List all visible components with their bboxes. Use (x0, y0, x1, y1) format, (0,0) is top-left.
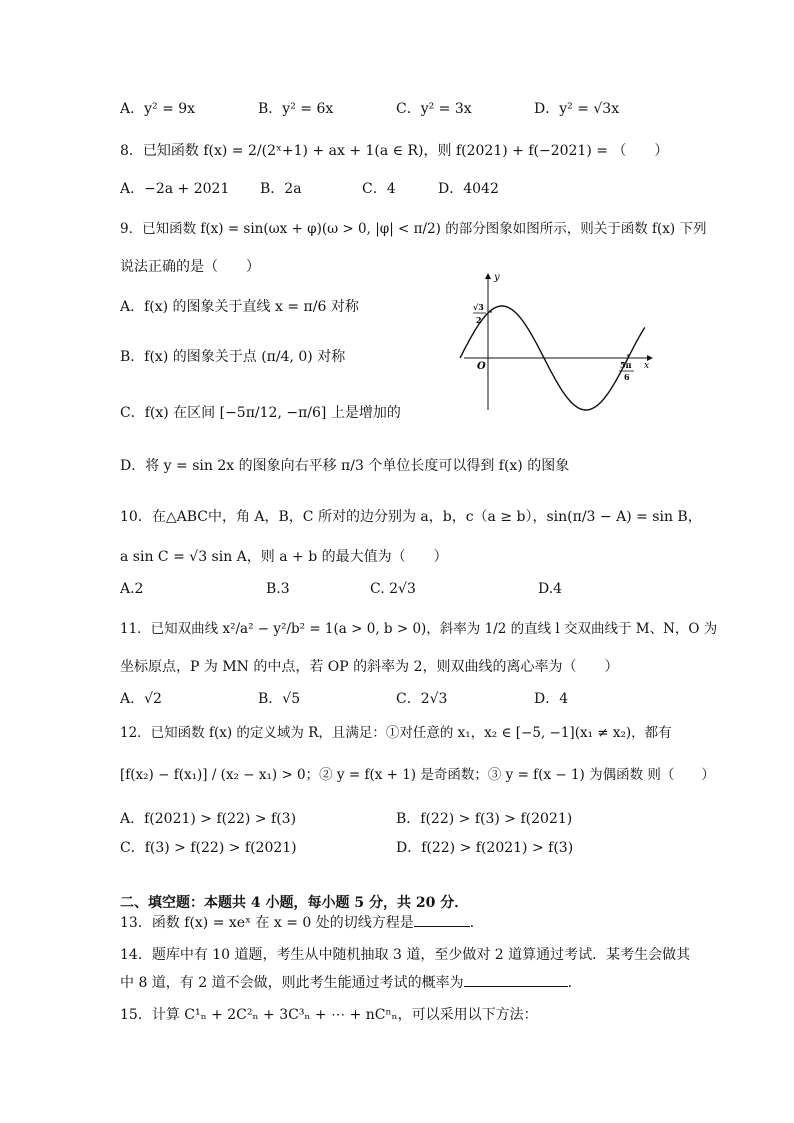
q13-answer-blank[interactable] (414, 912, 470, 927)
q15-stem: 15．计算 C¹ₙ + 2C²ₙ + 3C³ₙ + ⋯ + nCⁿₙ，可以采用以下方法： (120, 1007, 538, 1023)
q9-option-c: C．f(x) 在区间 [−5π/12, −π/6] 上是增加的 (120, 405, 401, 421)
q11-option-c: C．2√3 (396, 691, 448, 707)
q12-stem-line1: 12．已知函数 f(x) 的定义域为 R，且满足：①对任意的 x₁，x₂ ∈ [−5, −1](x₁ ≠ x₂)，都有 (120, 725, 672, 741)
q9-option-b: B．f(x) 的图象关于点 (π/4, 0) 对称 (120, 349, 346, 365)
q8-option-a: A．−2a + 2021 (120, 181, 230, 197)
x-tick-denominator: 6 (624, 372, 630, 382)
q9-option-a: A．f(x) 的图象关于直线 x = π/6 对称 (120, 299, 359, 315)
q11-stem-line1: 11．已知双曲线 x²/a² − y²/b² = 1(a > 0, b > 0)，斜率为 1/2 的直线 l 交双曲线于 M、N，O 为 (120, 621, 718, 637)
q10-option-a: A.2 (120, 581, 144, 597)
q14-answer-blank[interactable] (464, 972, 568, 987)
x-tick-numerator: 5π (620, 360, 632, 370)
q14-stem-line2 (120, 972, 582, 994)
q13-text: 13．函数 f(x) = xeˣ 在 x = 0 处的切线方程是 (120, 915, 414, 931)
q14-text: 中 8 道，有 2 道不会做，则此考生能通过考试的概率为 (120, 975, 464, 991)
section-2-title: 二、填空题：本题共 4 小题，每小题 5 分，共 20 分． (120, 895, 469, 911)
q10-stem-line1: 10．在△ABC中，角 A，B，C 所对的边分别为 a，b，c（a ≥ b），sin(π/3 − A) = sin B， (120, 509, 702, 525)
q12-option-d: D．f(22) > f(2021) > f(3) (396, 840, 574, 856)
q10-stem-line2: a sin C = √3 sin A，则 a + b 的最大值为（ ） (120, 549, 448, 565)
q9-option-d: D．将 y = sin 2x 的图象向右平移 π/3 个单位长度可以得到 f(x) 的图象 (120, 458, 570, 474)
q13-stem (120, 912, 484, 934)
q9-stem-line2: 说法正确的是（ ） (120, 259, 260, 275)
x-axis-label: x (644, 361, 650, 371)
q11-option-a: A．√2 (120, 691, 162, 707)
q12-option-c: C．f(3) > f(22) > f(2021) (120, 840, 297, 856)
y-axis-label: y (494, 272, 500, 283)
q7-option-d: D．y² = √3x (534, 101, 620, 117)
q11-option-b: B．√5 (258, 691, 301, 707)
q10-option-d: D.4 (538, 581, 563, 597)
q12-option-b: B．f(22) > f(3) > f(2021) (396, 811, 573, 827)
q12-stem-line2: [f(x₂) − f(x₁)] / (x₂ − x₁) > 0；② y = f(x + 1) 是奇函数；③ y = f(x − 1) 为偶函数 则（ ） (120, 767, 715, 783)
q13-end: ． (469, 915, 484, 931)
q9-sine-graph (456, 268, 660, 416)
q12-option-a: A．f(2021) > f(22) > f(3) (120, 811, 297, 827)
q10-option-c: C. 2√3 (370, 581, 416, 597)
q14-end: ． (567, 975, 582, 991)
q9-stem-line1: 9．已知函数 f(x) = sin(ωx + φ)(ω > 0, |φ| < π/2) 的部分图象如图所示，则关于函数 f(x) 下列 (120, 221, 707, 237)
q8-stem: 8．已知函数 f(x) = 2/(2ˣ+1) + ax + 1(a ∈ R)，则 f(2021) + f(−2021) = （ ） (120, 143, 669, 159)
q7-option-b: B．y² = 6x (258, 101, 334, 117)
q7-option-c: C．y² = 3x (396, 101, 472, 117)
y-tick-numerator: √3 (473, 302, 484, 312)
q7-option-a: A．y² = 9x (120, 101, 196, 117)
q8-option-b: B．2a (260, 181, 302, 197)
q11-option-d: D．4 (534, 691, 569, 707)
q11-stem-line2: 坐标原点，P 为 MN 的中点，若 OP 的斜率为 2，则双曲线的离心率为（ ） (120, 659, 619, 675)
q14-stem-line1: 14．题库中有 10 道题，考生从中随机抽取 3 道，至少做对 2 道算通过考试．某考生会做其 (120, 947, 691, 963)
q10-option-b: B.3 (266, 581, 290, 597)
y-tick-denominator: 2 (476, 315, 482, 325)
q8-option-c: C．4 (362, 181, 396, 197)
origin-label: O (477, 361, 486, 372)
q8-option-d: D．4042 (438, 181, 499, 197)
